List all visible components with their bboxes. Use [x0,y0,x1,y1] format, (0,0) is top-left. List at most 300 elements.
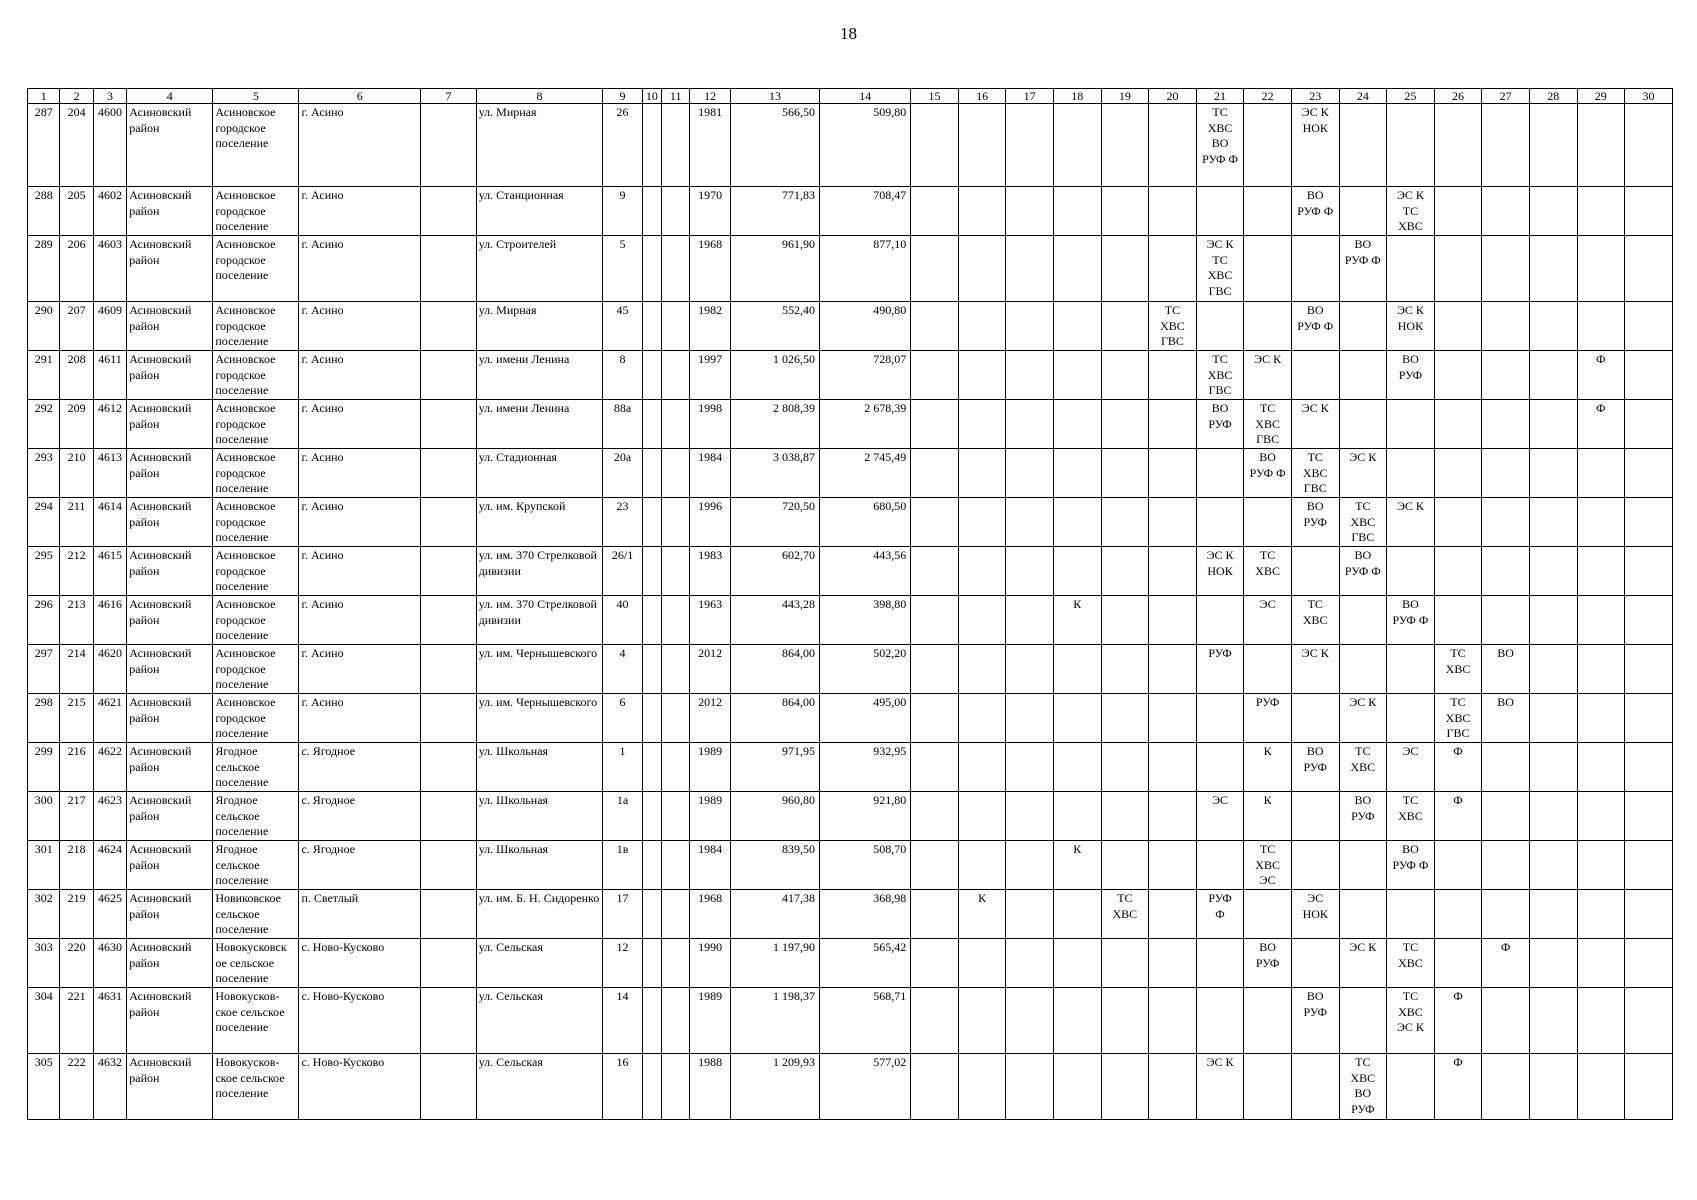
column-number: 1 [28,89,60,104]
table-cell: 1984 [690,449,731,498]
table-cell [662,988,690,1054]
table-cell [420,841,476,890]
table-cell [1625,104,1673,187]
table-cell [1434,187,1482,236]
column-number: 3 [93,89,126,104]
table-cell: 4632 [93,1054,126,1120]
table-cell [1625,645,1673,694]
table-cell [1196,694,1244,743]
table-cell: 708,47 [820,187,911,236]
table-cell [1006,890,1054,939]
column-number: 30 [1625,89,1673,104]
table-cell [911,841,959,890]
table-cell: 4625 [93,890,126,939]
table-cell: ул. Сельская [476,988,603,1054]
table-cell: ул. им. Чернышевского [476,645,603,694]
column-number: 6 [299,89,421,104]
table-cell: Ягодное сельское поселение [213,841,299,890]
table-cell [1529,351,1577,400]
table-cell [1625,988,1673,1054]
table-cell: 961,90 [730,236,819,302]
table-cell: ТС ХВС [1244,547,1292,596]
table-cell [642,890,661,939]
table-cell [1577,596,1625,645]
table-cell [1529,104,1577,187]
table-cell [1053,498,1101,547]
column-number: 10 [642,89,661,104]
table-cell: 1 [603,743,643,792]
table-cell [1577,187,1625,236]
table-row [28,498,1673,547]
table-cell: 577,02 [820,1054,911,1120]
table-cell [420,988,476,1054]
column-number: 16 [958,89,1006,104]
table-cell: 14 [603,988,643,1054]
table-cell [1006,792,1054,841]
table-cell [1101,187,1149,236]
table-cell: ВО РУФ [1291,988,1339,1054]
table-row [28,890,1673,939]
table-cell: 6 [603,694,643,743]
table-cell [1101,743,1149,792]
table-cell [1577,449,1625,498]
table-cell: ЭС К НОК [1291,104,1339,187]
table-cell [1339,645,1387,694]
table-cell: 40 [603,596,643,645]
table-cell: 1989 [690,792,731,841]
table-cell: 971,95 [730,743,819,792]
table-cell [662,498,690,547]
table-cell: ВО РУФ [1291,498,1339,547]
table-cell: ТС ХВС [1291,596,1339,645]
table-cell [1291,236,1339,302]
table-cell [662,694,690,743]
table-cell: 2012 [690,645,731,694]
table-cell [420,104,476,187]
table-cell: Новиковское сельское поселение [213,890,299,939]
table-cell [1339,400,1387,449]
table-cell: Асиновский район [127,104,213,187]
table-cell: 877,10 [820,236,911,302]
table-cell [1101,645,1149,694]
table-cell: 213 [60,596,93,645]
table-cell [1149,596,1197,645]
table-cell [1196,988,1244,1054]
table-cell [1529,449,1577,498]
table-cell [1101,104,1149,187]
table-cell: 4613 [93,449,126,498]
table-cell [1434,302,1482,351]
table-cell [911,547,959,596]
table-cell [1387,104,1435,187]
table-cell [1434,351,1482,400]
table-cell: 932,95 [820,743,911,792]
column-number: 17 [1006,89,1054,104]
table-cell [642,694,661,743]
table-cell: 9 [603,187,643,236]
table-cell: ВО РУФ [1291,743,1339,792]
table-cell [642,351,661,400]
table-cell: ТС ХВС ГВС [1244,400,1292,449]
table-cell: 565,42 [820,939,911,988]
table-cell [1482,792,1530,841]
table-cell [1625,939,1673,988]
table-cell [1196,939,1244,988]
table-cell [1053,988,1101,1054]
table-cell: 1990 [690,939,731,988]
table-cell: ЭС К ТС ХВС [1387,187,1435,236]
table-cell: Асиновское городское поселение [213,302,299,351]
table-cell: 302 [28,890,60,939]
column-number: 13 [730,89,819,104]
table-cell [1006,302,1054,351]
table-cell [1482,1054,1530,1120]
table-cell [1244,1054,1292,1120]
table-cell [1482,596,1530,645]
table-cell [1482,104,1530,187]
table-cell [1101,547,1149,596]
table-cell [958,596,1006,645]
table-cell: ВО [1482,645,1530,694]
table-cell [911,743,959,792]
table-cell: 3 038,87 [730,449,819,498]
table-cell [1149,400,1197,449]
table-cell [1006,187,1054,236]
table-cell [1625,1054,1673,1120]
table-cell [1529,1054,1577,1120]
table-cell [1577,792,1625,841]
table-cell: 287 [28,104,60,187]
table-cell: ул. им. Чернышевского [476,694,603,743]
table-cell: г. Асино [299,302,421,351]
table-row [28,939,1673,988]
table-cell [911,1054,959,1120]
table-cell [642,400,661,449]
table-cell: 26/1 [603,547,643,596]
table-cell [1482,236,1530,302]
table-cell: 1983 [690,547,731,596]
table-cell [1434,890,1482,939]
table-cell: 1996 [690,498,731,547]
table-cell [1196,302,1244,351]
table-cell [1387,890,1435,939]
table-cell: Асиновское городское поселение [213,236,299,302]
table-cell: ЭС К ТС ХВС ГВС [1196,236,1244,302]
table-cell [642,841,661,890]
table-cell [911,400,959,449]
table-cell: ЭС К [1339,449,1387,498]
table-cell: Ф [1482,939,1530,988]
table-cell [1101,1054,1149,1120]
table-cell [1482,187,1530,236]
table-cell [1101,449,1149,498]
table-cell: 921,80 [820,792,911,841]
column-number: 2 [60,89,93,104]
table-cell [1053,645,1101,694]
table-cell [1053,187,1101,236]
table-cell: Асиновский район [127,596,213,645]
table-cell: 2 808,39 [730,400,819,449]
table-cell [1149,498,1197,547]
table-cell [1625,400,1673,449]
table-cell [1101,236,1149,302]
column-number: 23 [1291,89,1339,104]
table-cell [958,743,1006,792]
table-row [28,187,1673,236]
table-cell: 728,07 [820,351,911,400]
table-row [28,694,1673,743]
table-cell: 1982 [690,302,731,351]
table-cell: Асиновский район [127,351,213,400]
table-cell: 23 [603,498,643,547]
table-cell: 417,38 [730,890,819,939]
table-cell [420,792,476,841]
table-cell [420,302,476,351]
table-cell [1149,187,1197,236]
table-cell [1577,694,1625,743]
table-cell [662,743,690,792]
table-cell: Асиновский район [127,236,213,302]
table-cell [1339,988,1387,1054]
table-cell [1529,547,1577,596]
table-cell [1053,351,1101,400]
table-cell [1006,104,1054,187]
table-cell [1291,547,1339,596]
table-cell [1291,841,1339,890]
table-cell [420,1054,476,1120]
table-cell: ул. имени Ленина [476,351,603,400]
table-cell: 566,50 [730,104,819,187]
table-row [28,792,1673,841]
table-cell [420,743,476,792]
table-cell [1053,400,1101,449]
table-cell [911,302,959,351]
table-cell: 864,00 [730,694,819,743]
table-cell [662,792,690,841]
table-cell: г. Асино [299,236,421,302]
table-cell: 303 [28,939,60,988]
table-cell [420,236,476,302]
table-cell: ул. им. 370 Стрелковой дивизии [476,596,603,645]
table-row [28,988,1673,1054]
table-cell: 26 [603,104,643,187]
table-cell: 552,40 [730,302,819,351]
table-cell [1053,236,1101,302]
table-cell [1434,449,1482,498]
table-cell: Асиновское городское поселение [213,351,299,400]
column-number: 21 [1196,89,1244,104]
table-cell [1577,890,1625,939]
table-cell: Асиновский район [127,547,213,596]
table-cell: 16 [603,1054,643,1120]
table-cell: 300 [28,792,60,841]
table-cell [662,890,690,939]
table-cell: ВО РУФ Ф [1339,547,1387,596]
table-cell: Асиновский район [127,694,213,743]
table-cell [1482,302,1530,351]
table-cell: ТС ХВС ЭС К [1387,988,1435,1054]
table-cell [1006,1054,1054,1120]
table-cell: 443,56 [820,547,911,596]
table-cell [911,694,959,743]
column-number: 8 [476,89,603,104]
table-cell [1006,743,1054,792]
column-number: 26 [1434,89,1482,104]
table-cell: Асиновское городское поселение [213,498,299,547]
table-cell [1053,449,1101,498]
table-cell: 216 [60,743,93,792]
table-cell [642,302,661,351]
column-number: 27 [1482,89,1530,104]
table-cell [642,449,661,498]
page-number: 18 [840,24,857,43]
table-cell: Асиновский район [127,400,213,449]
table-cell: Ф [1434,743,1482,792]
table-cell: г. Асино [299,449,421,498]
table-cell: 2 745,49 [820,449,911,498]
table-cell: 8 [603,351,643,400]
table-cell: с. Ново-Кусково [299,988,421,1054]
table-cell: 209 [60,400,93,449]
table-cell: ЭС К [1339,939,1387,988]
table-row [28,351,1673,400]
table-cell: 297 [28,645,60,694]
table-cell: Ф [1434,1054,1482,1120]
table-cell [1482,498,1530,547]
table-cell: ВО РУФ [1339,792,1387,841]
table-cell: К [1244,792,1292,841]
table-cell [1529,792,1577,841]
table-cell: 1970 [690,187,731,236]
table-cell [911,104,959,187]
column-number: 4 [127,89,213,104]
table-cell: 220 [60,939,93,988]
table-cell [1529,939,1577,988]
table-cell: ул. Школьная [476,841,603,890]
table-cell: 218 [60,841,93,890]
table-cell [1101,351,1149,400]
column-number: 5 [213,89,299,104]
table-cell [1577,743,1625,792]
table-cell [958,988,1006,1054]
table-cell: ЭС НОК [1291,890,1339,939]
table-cell [662,236,690,302]
table-cell: 221 [60,988,93,1054]
table-cell [1482,988,1530,1054]
table-cell [1196,187,1244,236]
table-cell [1529,988,1577,1054]
table-cell: Асиновское городское поселение [213,547,299,596]
table-cell [1101,988,1149,1054]
housing-register-table [27,88,1673,1120]
table-cell [420,400,476,449]
table-cell: Асиновский район [127,743,213,792]
table-cell [1149,988,1197,1054]
table-cell: г. Асино [299,547,421,596]
table-cell: 291 [28,351,60,400]
table-cell [1625,302,1673,351]
table-cell: 1968 [690,890,731,939]
table-cell [662,104,690,187]
table-cell [1625,841,1673,890]
table-cell: 1988 [690,1054,731,1120]
table-cell [1006,694,1054,743]
table-cell: 509,80 [820,104,911,187]
table-cell: ТС ХВС [1387,939,1435,988]
table-cell: ТС ХВС ЭС [1244,841,1292,890]
table-cell: РУФ [1244,694,1292,743]
table-cell [662,449,690,498]
table-cell [1434,400,1482,449]
table-row [28,236,1673,302]
table-cell [1006,645,1054,694]
table-cell [958,351,1006,400]
table-cell [1291,792,1339,841]
table-cell [911,187,959,236]
table-cell [1529,596,1577,645]
table-cell [1053,547,1101,596]
table-cell [1006,449,1054,498]
table-cell [1529,841,1577,890]
table-cell: г. Асино [299,400,421,449]
table-cell: 2 678,39 [820,400,911,449]
table-cell: Асиновское городское поселение [213,596,299,645]
table-cell: ЭС К [1339,694,1387,743]
table-cell [1625,792,1673,841]
table-cell [1053,743,1101,792]
table-cell [1196,498,1244,547]
table-cell [1577,841,1625,890]
table-cell: Асиновский район [127,302,213,351]
table-cell [911,939,959,988]
table-cell [1625,743,1673,792]
table-cell [420,547,476,596]
table-cell [1291,939,1339,988]
column-number-row [28,89,1673,104]
table-cell: с. Ново-Кусково [299,1054,421,1120]
column-number: 28 [1529,89,1577,104]
table-cell [1291,1054,1339,1120]
column-number: 22 [1244,89,1292,104]
table-cell [1006,547,1054,596]
table-cell: Ягодное сельское поселение [213,792,299,841]
table-cell [1149,841,1197,890]
table-cell: 298 [28,694,60,743]
table-cell: ул. Строителей [476,236,603,302]
table-cell: 4622 [93,743,126,792]
table-cell [420,645,476,694]
table-cell: 1 198,37 [730,988,819,1054]
table-cell: ВО РУФ [1387,351,1435,400]
table-cell: Асиновский район [127,1054,213,1120]
table-cell: 602,70 [730,547,819,596]
table-cell [1244,890,1292,939]
table-cell [911,645,959,694]
table-cell: ЭС К НОК [1387,302,1435,351]
table-cell [1529,743,1577,792]
table-cell: 4630 [93,939,126,988]
table-cell: 1968 [690,236,731,302]
table-cell [1149,547,1197,596]
table-cell: г. Асино [299,694,421,743]
table-cell [1339,104,1387,187]
table-cell: ТС ХВС ГВС [1196,351,1244,400]
table-cell: г. Асино [299,645,421,694]
table-cell: ТС ХВС ГВС [1149,302,1197,351]
table-cell [1625,236,1673,302]
table-cell [1053,890,1101,939]
table-cell [911,596,959,645]
